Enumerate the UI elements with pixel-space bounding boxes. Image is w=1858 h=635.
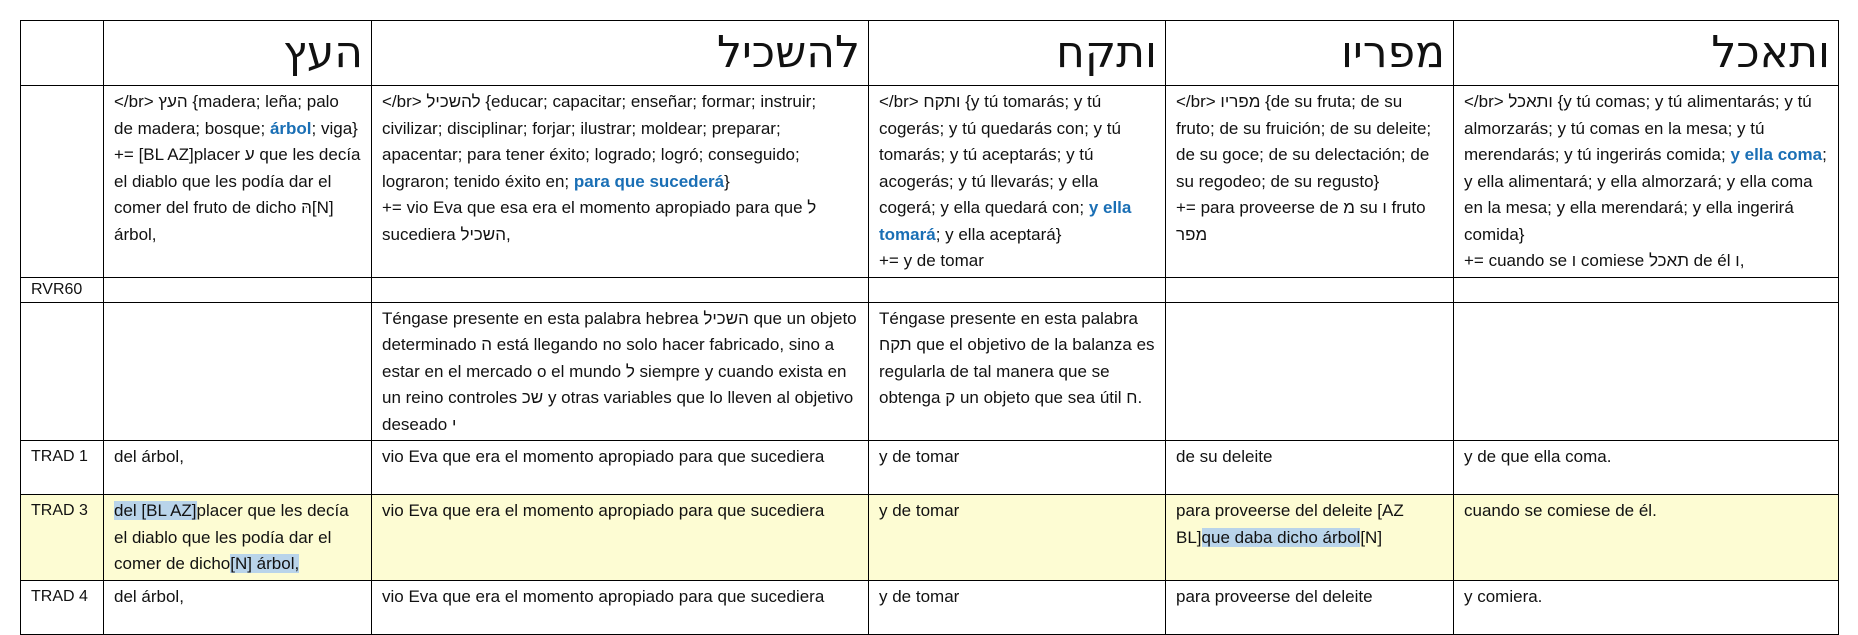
trad3-cell-3[interactable]: y de tomar: [869, 495, 1166, 581]
header-cell-2[interactable]: [372, 21, 869, 86]
header-cell-4[interactable]: [1166, 21, 1454, 86]
note-cell-4[interactable]: [1166, 302, 1454, 441]
rvr60-cell-2[interactable]: [372, 277, 869, 302]
hebrew-heading: ותקח: [1056, 27, 1157, 78]
definition-text: </br> ותאכל {y tú comas; y tú alimentarás; y tú almorzarás; y tú comas en la mesa; y tú merendarás; y tú ingerirás comida;: [1464, 92, 1812, 164]
highlighted-term: y ella tomará: [879, 198, 1132, 244]
row-label-trad1: TRAD 1: [21, 441, 104, 495]
rvr60-cell-3[interactable]: [869, 277, 1166, 302]
definition-text-end: ; y ella aceptará}: [935, 224, 1062, 244]
trad4-cell-1[interactable]: del árbol,: [104, 580, 372, 634]
definition-note: += cuando se ו comiese תאכל de él ו,: [1464, 251, 1745, 270]
row-label-empty: [21, 302, 104, 441]
definition-text-end: }: [724, 171, 730, 191]
trad3-cell-5[interactable]: cuando se comiese de él.: [1454, 495, 1839, 581]
definition-note: += para proveerse de מ su ו fruto מפר: [1176, 198, 1426, 244]
hebrew-heading: ותאכל: [1711, 27, 1830, 78]
trad1-cell-1[interactable]: del árbol,: [104, 441, 372, 495]
selected-text: que daba dicho árbol: [1201, 527, 1361, 547]
definition-text: </br> להשכיל {educar; capacitar; enseñar; formar; instruir; civilizar; disciplinar; forjar; ilustrar; moldear; preparar; apacentar; para tener éxito; logrado; logró; conseguido; lograron; tenido éxito en;: [382, 92, 817, 191]
trad-text: para proveerse del deleite [AZ BL]: [1176, 501, 1404, 547]
note-cell-2[interactable]: Téngase presente en esta palabra hebrea השכיל que un objeto determinado ה está llegando no solo hacer fabricado, sino a estar en el mercado o el mundo ל siempre y cuando exista en un reino controles שכ y otras variables que lo lleven al objetivo deseado י: [372, 302, 869, 441]
rvr60-cell-5[interactable]: [1454, 277, 1839, 302]
hebrew-heading: מפריו: [1340, 27, 1445, 78]
definition-cell-3[interactable]: [869, 86, 1166, 278]
trad3-cell-1[interactable]: [104, 495, 372, 581]
selected-text: [N] árbol,: [230, 554, 300, 573]
header-cell-5[interactable]: [1454, 21, 1839, 86]
header-cell-1[interactable]: [104, 21, 372, 86]
header-cell-empty: [21, 21, 104, 86]
definition-text: </br> ותקח {y tú tomarás; y tú cogerás; y tú quedarás con; y tú tomarás; y tú aceptarás; y tú acogerás; y tú llevarás; y ella cogerá; y ella quedará con;: [879, 92, 1121, 217]
definition-cell-2[interactable]: [372, 86, 869, 278]
hebrew-heading: להשכיל: [716, 27, 860, 78]
row-label-empty: [21, 86, 104, 278]
definition-text: </br> מפריו {de su fruta; de su fruto; de su fruición; de su deleite; de su goce; de su delectación; de su regodeo; de su regusto}: [1176, 92, 1432, 191]
definition-note: += vio Eva que esa era el momento apropiado para que ל sucediera השכיל,: [382, 198, 817, 244]
selected-text: del [BL AZ]: [114, 501, 197, 520]
definition-cell-1[interactable]: [104, 86, 372, 278]
trad4-cell-3[interactable]: y de tomar: [869, 580, 1166, 634]
row-label-rvr60: RVR60: [21, 277, 104, 302]
hebrew-heading: העץ: [282, 27, 363, 78]
trad1-cell-2[interactable]: vio Eva que era el momento apropiado para que sucediera: [372, 441, 869, 495]
definition-note: += y de tomar: [879, 251, 984, 270]
highlighted-term: y ella coma: [1730, 145, 1823, 164]
note-cell-5[interactable]: [1454, 302, 1839, 441]
highlighted-term: árbol: [269, 118, 312, 138]
trad-text: placer que les decía el diablo que les podía dar el comer de dicho: [114, 501, 349, 573]
trad4-cell-4[interactable]: para proveerse del deleite: [1166, 580, 1454, 634]
trad1-row: [21, 441, 1839, 495]
note-cell-1[interactable]: [104, 302, 372, 441]
definition-cell-5[interactable]: [1454, 86, 1839, 278]
definition-cell-4[interactable]: [1166, 86, 1454, 278]
trad3-cell-4[interactable]: [1166, 495, 1454, 581]
row-label-trad4: TRAD 4: [21, 580, 104, 634]
definitions-row: [21, 86, 1839, 278]
rvr60-cell-1[interactable]: [104, 277, 372, 302]
definition-note: += [BL AZ]placer ע que les decía el diablo que les podía dar el comer del fruto de dicho הּ[N] árbol,: [114, 145, 361, 244]
rvr60-row: [21, 277, 1839, 302]
notes-row: [21, 302, 1839, 441]
definition-text-end: ; y ella alimentará; y ella almorzará; y ella coma en la mesa; y ella merendará; y ella ingerirá comida}: [1464, 145, 1827, 244]
trad4-cell-2[interactable]: vio Eva que era el momento apropiado para que sucediera: [372, 580, 869, 634]
trad4-cell-5[interactable]: y comiera.: [1454, 580, 1839, 634]
trad1-cell-4[interactable]: de su deleite: [1166, 441, 1454, 495]
trad4-row: [21, 580, 1839, 634]
trad3-row: [21, 495, 1839, 581]
analysis-table: [20, 20, 1839, 635]
definition-text-end: ; viga}: [311, 118, 358, 138]
header-cell-3[interactable]: [869, 21, 1166, 86]
trad3-cell-2[interactable]: vio Eva que era el momento apropiado para que sucediera: [372, 495, 869, 581]
definition-text: </br> העץ {madera; leña; palo de madera; bosque;: [114, 92, 339, 138]
trad1-cell-5[interactable]: y de que ella coma.: [1454, 441, 1839, 495]
trad-text: [N]: [1360, 527, 1383, 547]
highlighted-term: para que sucederá: [573, 171, 725, 191]
trad1-cell-3[interactable]: y de tomar: [869, 441, 1166, 495]
header-row: [21, 21, 1839, 86]
note-cell-3[interactable]: Téngase presente en esta palabra תקח que el objetivo de la balanza es regularla de tal manera que se obtenga ק un objeto que sea útil ח.: [869, 302, 1166, 441]
rvr60-cell-4[interactable]: [1166, 277, 1454, 302]
document-page: [20, 20, 1839, 635]
row-label-trad3: TRAD 3: [21, 495, 104, 581]
